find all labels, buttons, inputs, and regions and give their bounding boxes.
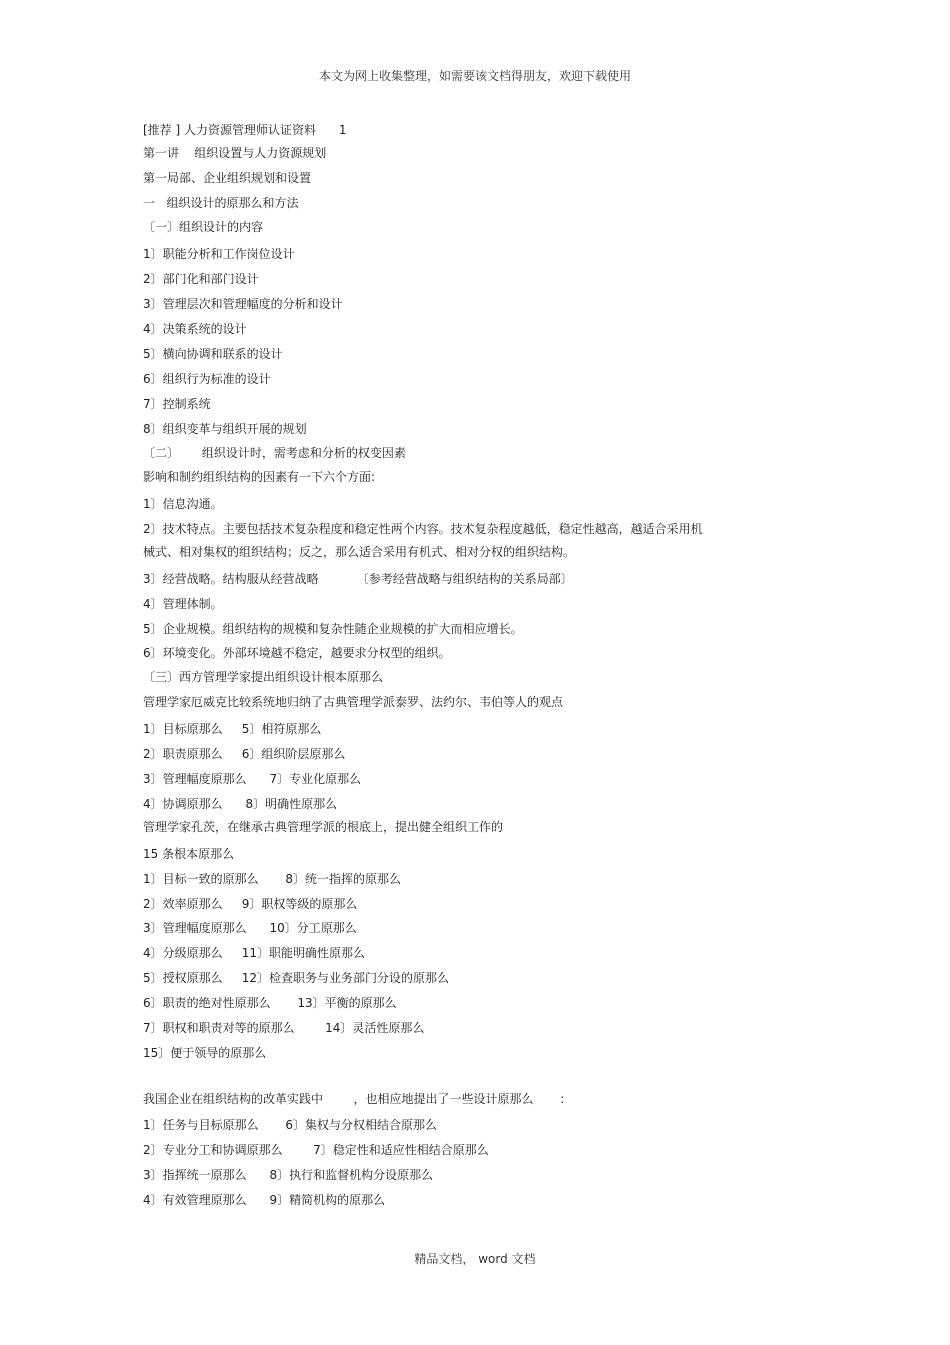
paragraph: 管理学家孔茨，在继承古典管理学派的根底上，提出健全组织工作的	[143, 820, 504, 834]
list-item: 5〕授权原那么 12〕检查职务与业务部门分设的原那么	[143, 971, 449, 985]
list-item: 4〕管理体制。	[143, 597, 223, 611]
list-item: 6〕组织行为标准的设计	[143, 372, 271, 386]
list-item: 5〕企业规模。组织结构的规模和复杂性随企业规模的扩大而相应增长。	[143, 622, 523, 636]
list-item: 4〕有效管理原那么 9〕精简机构的原那么	[143, 1193, 386, 1207]
list-item: 1〕任务与目标原那么 6〕集权与分权相结合原那么	[143, 1118, 437, 1132]
list-item: 4〕决策系统的设计	[143, 322, 247, 336]
subsection-heading: 〔一〕组织设计的内容	[143, 220, 264, 234]
paragraph: 影响和制约组织结构的因素有一下六个方面:	[143, 470, 376, 484]
list-item: 5〕横向协调和联系的设计	[143, 347, 283, 361]
page-footer-note: 精品文档， word 文档	[414, 1252, 536, 1266]
list-item: 2〕部门化和部门设计	[143, 272, 259, 286]
list-item: 2〕技术特点。主要包括技术复杂程度和稳定性两个内容。技术复杂程度越低，稳定性越高，越适合采用机	[143, 522, 703, 536]
list-item: 3〕管理层次和管理幅度的分析和设计	[143, 297, 343, 311]
list-item: 2〕效率原那么 9〕职权等级的原那么	[143, 897, 358, 911]
list-item: 7〕控制系统	[143, 397, 211, 411]
list-item: 6〕职责的绝对性原那么 13〕平衡的原那么	[143, 996, 397, 1010]
doc-title: [推荐 ] 人力资源管理师认证资料 1	[143, 123, 347, 137]
list-item: 2〕专业分工和协调原那么 7〕稳定性和适应性相结合原那么	[143, 1143, 489, 1157]
list-item: 4〕协调原那么 8〕明确性原那么	[143, 797, 338, 811]
list-item: 3〕经营战略。结构服从经营战略 〔参考经营战略与组织结构的关系局部〕	[143, 572, 573, 586]
list-item: 8〕组织变革与组织开展的规划	[143, 422, 307, 436]
list-item: 6〕环境变化。外部环境越不稳定，越要求分权型的组织。	[143, 646, 451, 660]
list-item: 3〕管理幅度原那么 10〕分工原那么	[143, 921, 357, 935]
list-item: 3〕管理幅度原那么 7〕专业化原那么	[143, 772, 362, 786]
list-item: 4〕分级原那么 11〕职能明确性原那么	[143, 946, 365, 960]
list-item: 1〕信息沟通。	[143, 497, 223, 511]
list-item: 15〕便于领导的原那么	[143, 1046, 267, 1060]
list-item: 1〕职能分析和工作岗位设计	[143, 247, 295, 261]
list-item: 7〕职权和职责对等的原那么 14〕灵活性原那么	[143, 1021, 425, 1035]
list-item: 1〕目标一致的原那么 8〕统一指挥的原那么	[143, 872, 401, 886]
paragraph: 管理学家厄威克比较系统地归纳了古典管理学派泰罗、法约尔、韦伯等人的观点	[143, 695, 564, 709]
list-item-continued: 械式、相对集权的组织结构；反之，那么适合采用有机式、相对分权的组织结构。	[143, 545, 576, 559]
lecture-heading: 第一讲 组织设置与人力资源规划	[143, 146, 327, 160]
list-item: 3〕指挥统一原那么 8〕执行和监督机构分设原那么	[143, 1168, 434, 1182]
page-header-note: 本文为网上收集整理，如需要该文档得朋友，欢迎下载使用	[318, 69, 631, 83]
paragraph: 15 条根本原那么	[143, 847, 235, 861]
list-item: 1〕目标原那么 5〕相符原那么	[143, 722, 322, 736]
list-item: 2〕职责原那么 6〕组织阶层原那么	[143, 747, 346, 761]
part-heading: 第一局部、企业组织规划和设置	[143, 171, 312, 185]
paragraph: 我国企业在组织结构的改革实践中 ，也相应地提出了一些设计原那么 :	[143, 1092, 565, 1106]
subsection-heading: 〔三〕西方管理学家提出组织设计根本原那么	[143, 670, 384, 684]
section-heading: 一 组织设计的原那么和方法	[143, 196, 299, 210]
subsection-heading: 〔二〕 组织设计时，需考虑和分析的权变因素	[143, 446, 406, 460]
